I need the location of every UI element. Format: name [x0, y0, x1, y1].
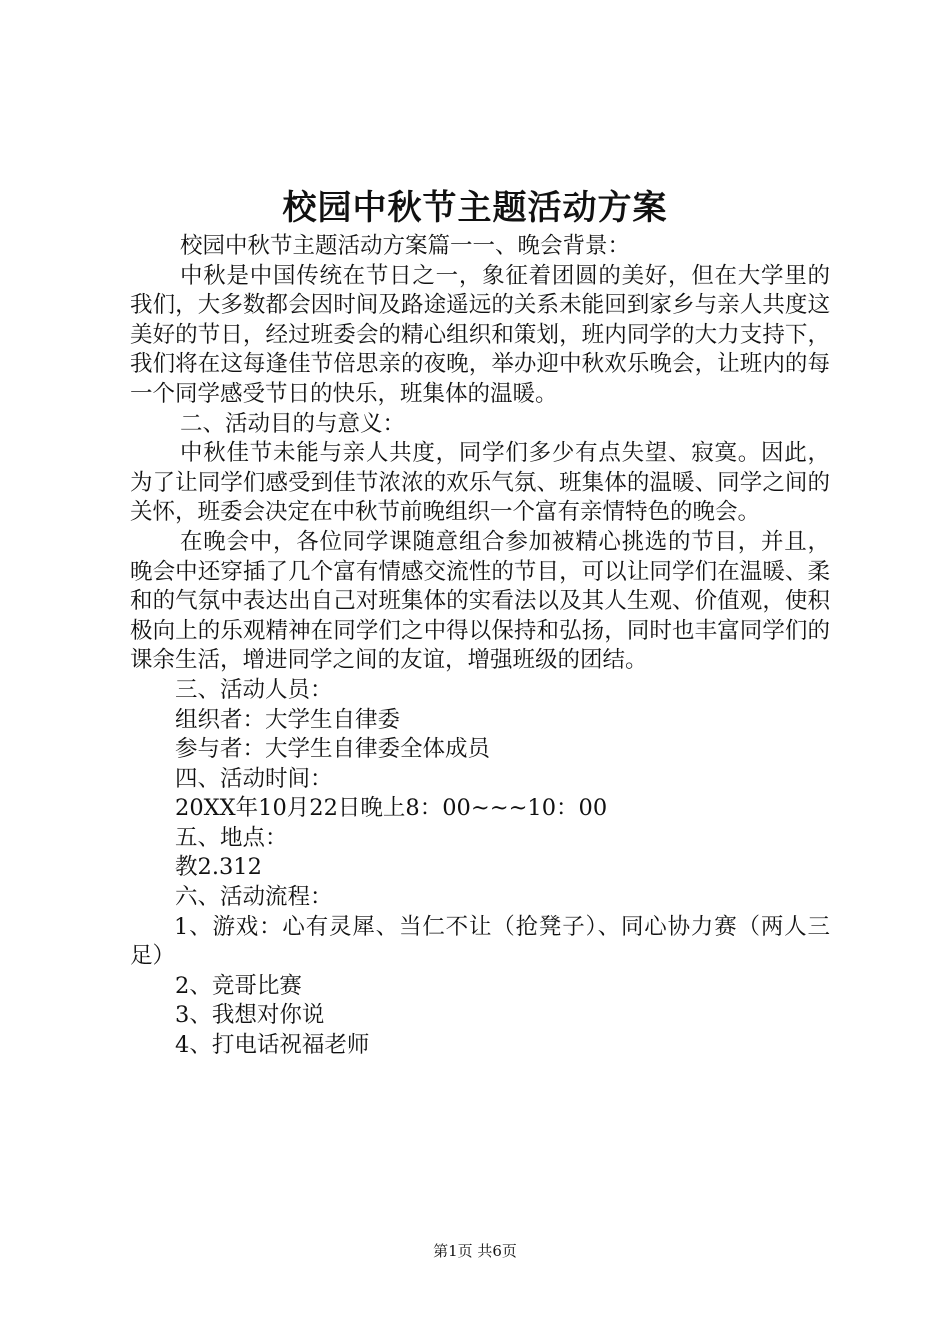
heading-location: 五、地点： — [175, 824, 288, 851]
heading-time: 四、活动时间： — [175, 765, 333, 792]
document-title: 校园中秋节主题活动方案 — [282, 188, 668, 228]
heading-process: 六、活动流程： — [175, 884, 333, 911]
paragraph-intro: 校园中秋节主题活动方案篇一一、晚会背景： — [180, 233, 631, 259]
paragraph-background: 中秋是中国传统在节日之一，象征着团圆的美好，但在大学里的我们，大多数都会因时间及路途遥远的关系未能回到家乡与亲人共度这美好的节日，经过班委会的精心组织和策划，班内同学的大力支持下，我们将在这每逢佳节倍思亲的夜晚，举办迎中秋欢乐晚会，让班内的每一个同学感受节日的快乐，班集体的温暖。 — [130, 262, 830, 407]
list-item-contest: 2、竞哥比赛 — [175, 972, 302, 999]
line-organizer: 组织者：大学生自律委 — [175, 706, 401, 733]
paragraph-meaning: 在晚会中，各位同学课随意组合参加被精心挑选的节目，并且，晚会中还穿插了几个富有情感交流性的节目，可以让同学们在温暖、柔和的气氛中表达出自己对班集体的实看法以及其人生观、价值观，使积极向上的乐观精神在同学们之中得以保持和弘扬，同时也丰富同学们的课余生活，增进同学之间的友谊，增强班级的团结。 — [130, 528, 830, 674]
list-item-call-teacher: 4、打电话祝福老师 — [175, 1032, 370, 1059]
document-body — [130, 232, 830, 1061]
list-item-say-to-you: 3、我想对你说 — [175, 1002, 325, 1029]
heading-participants: 三、活动人员： — [175, 676, 333, 703]
list-item-games: 1、游戏：心有灵犀、当仁不让（抢凳子）、同心协力赛（两人三足） — [130, 913, 830, 970]
paragraph-purpose: 中秋佳节未能与亲人共度，同学们多少有点失望、寂寞。因此，为了让同学们感受到佳节浓浓的欢乐气氛、班集体的温暖、同学之间的关怀，班委会决定在中秋节前晚组织一个富有亲情特色的晚会。 — [130, 440, 830, 526]
line-location: 教2.312 — [175, 854, 262, 881]
line-time: 20XX年10月22日晚上8：00~~~10：00 — [175, 795, 608, 822]
heading-purpose: 二、活动目的与意义： — [180, 410, 406, 437]
line-attendees: 参与者：大学生自律委全体成员 — [175, 736, 491, 763]
page-footer: 第1页 共6页 — [433, 1242, 517, 1260]
